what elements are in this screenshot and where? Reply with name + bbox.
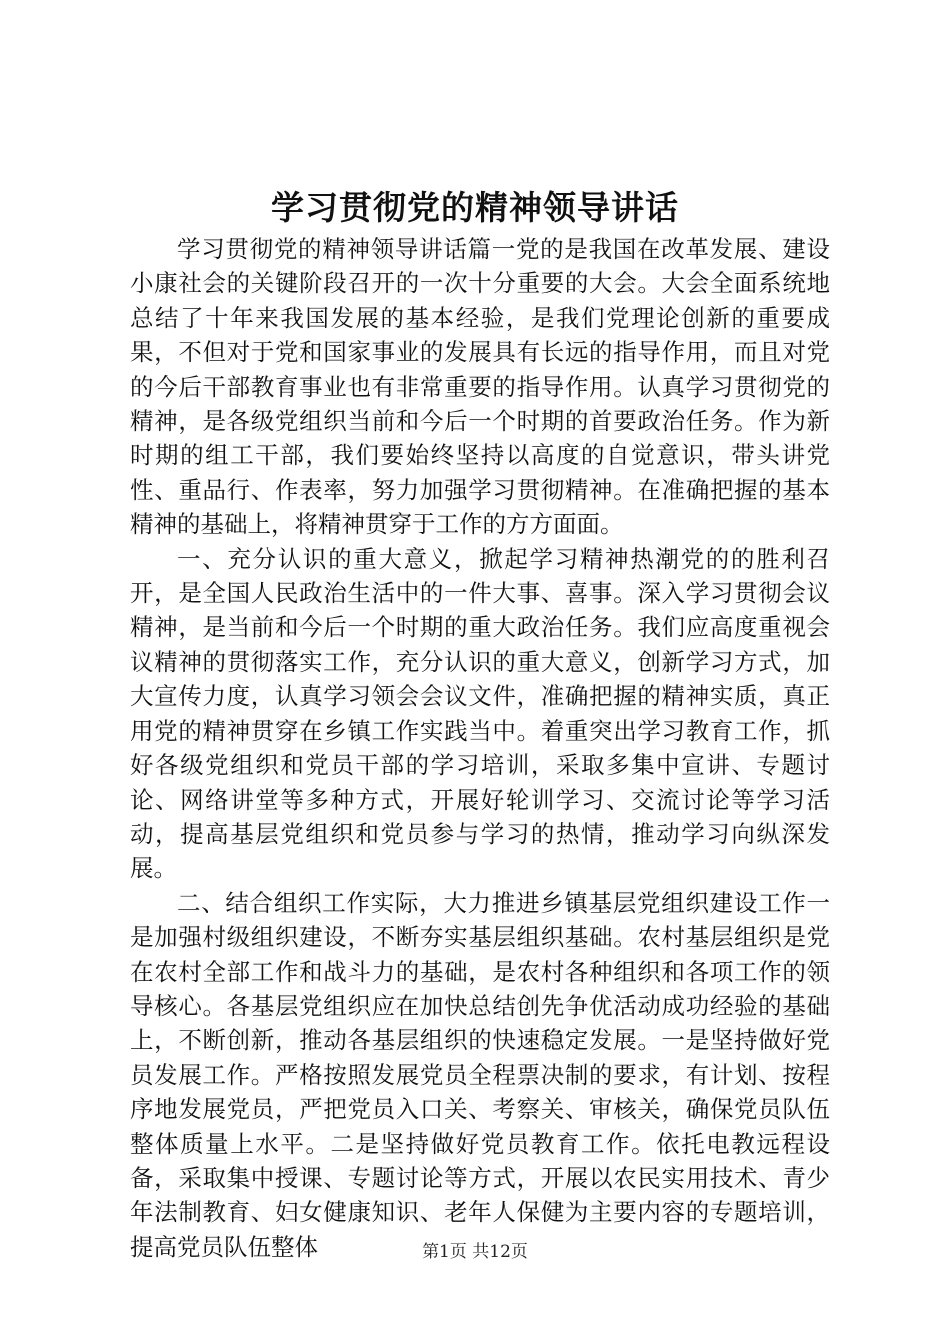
page-footer: 第1页 共12页 (422, 1242, 528, 1262)
paragraph-2: 一、充分认识的重大意义，掀起学习精神热潮党的的胜利召开，是全国人民政治生活中的一件大事、喜事。深入学习贯彻会议精神，是当前和今后一个时期的重大政治任务。我们应高度重视会议精神的贯彻落实工作，充分认识的重大意义，创新学习方式，加大宣传力度，认真学习领会会议文件，准确把握的精神实质，真正用党的精神贯穿在乡镇工作实践当中。着重突出学习教育工作，抓好各级党组织和党员干部的学习培训，采取多集中宣讲、专题讨论、网络讲堂等多种方式，开展好轮训学习、交流讨论等学习活动，提高基层党组织和党员参与学习的热情，推动学习向纵深发展。 (130, 544, 830, 883)
paragraph-3: 二、结合组织工作实际，大力推进乡镇基层党组织建设工作一是加强村级组织建设，不断夯实基层组织基础。农村基层组织是党在农村全部工作和战斗力的基础，是农村各种组织和各项工作的领导核心。各基层党组织应在加快总结创先争优活动成功经验的基础上，不断创新，推动各基层组织的快速稳定发展。一是坚持做好党员发展工作。严格按照发展党员全程票决制的要求，有计划、按程序地发展党员，严把党员入口关、考察关、审核关，确保党员队伍整体质量上水平。二是坚持做好党员教育工作。依托电教远程设备，采取集中授课、专题讨论等方式，开展以农民实用技术、青少年法制教育、妇女健康知识、老年人保健为主要内容的专题培训，提高党员队伍整体 (130, 888, 830, 1261)
paragraph-1: 学习贯彻党的精神领导讲话篇一党的是我国在改革发展、建设小康社会的关键阶段召开的一次十分重要的大会。大会全面系统地总结了十年来我国发展的基本经验，是我们党理论创新的重要成果，不但对于党和国家事业的发展具有长远的指导作用，而且对党的今后干部教育事业也有非常重要的指导作用。认真学习贯彻党的精神，是各级党组织当前和今后一个时期的首要政治任务。作为新时期的组工干部，我们要始终坚持以高度的自觉意识，带头讲党性、重品行、作表率，努力加强学习贯彻精神。在准确把握的基本精神的基础上，将精神贯穿于工作的方方面面。 (130, 235, 830, 539)
document-body (130, 232, 830, 1264)
document-title: 学习贯彻党的精神领导讲话 (271, 188, 679, 227)
